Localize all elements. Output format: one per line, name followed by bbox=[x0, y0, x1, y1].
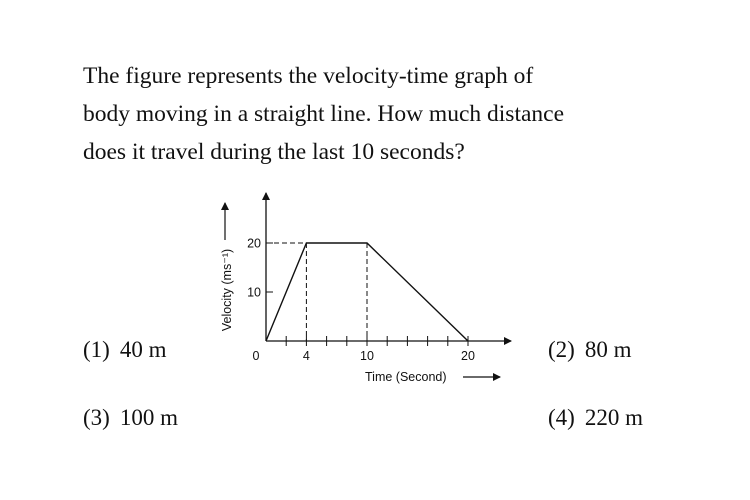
x-axis-label: Time (Second) bbox=[365, 370, 447, 384]
question-line-3: does it travel during the last 10 seconds? bbox=[83, 139, 465, 165]
option-3-text: 100 m bbox=[119, 405, 178, 430]
y-tick-label-20: 20 bbox=[247, 236, 261, 251]
option-2[interactable] bbox=[548, 337, 631, 363]
question-line-1: The figure represents the velocity-time graph of bbox=[83, 63, 534, 89]
option-2-text: 80 m bbox=[584, 337, 632, 362]
option-4[interactable] bbox=[548, 405, 643, 431]
option-1-text: 40 m bbox=[119, 337, 167, 362]
option-4-number: (4) bbox=[548, 405, 575, 430]
y-axis-label: Velocity (ms⁻¹) bbox=[220, 248, 234, 332]
y-tick-label-10: 10 bbox=[247, 285, 261, 300]
question-line-2: body moving in a straight line. How much distance bbox=[83, 101, 565, 127]
x-tick-label-4: 4 bbox=[302, 349, 310, 363]
option-2-number: (2) bbox=[548, 337, 575, 362]
origin-label: 0 bbox=[252, 349, 260, 363]
option-3-number: (3) bbox=[83, 405, 110, 430]
option-1[interactable] bbox=[83, 337, 166, 363]
x-tick-label-20: 20 bbox=[461, 349, 475, 363]
option-4-text: 220 m bbox=[584, 405, 643, 430]
option-3[interactable] bbox=[83, 405, 178, 431]
option-1-number: (1) bbox=[83, 337, 110, 362]
x-tick-label-10: 10 bbox=[360, 349, 374, 363]
